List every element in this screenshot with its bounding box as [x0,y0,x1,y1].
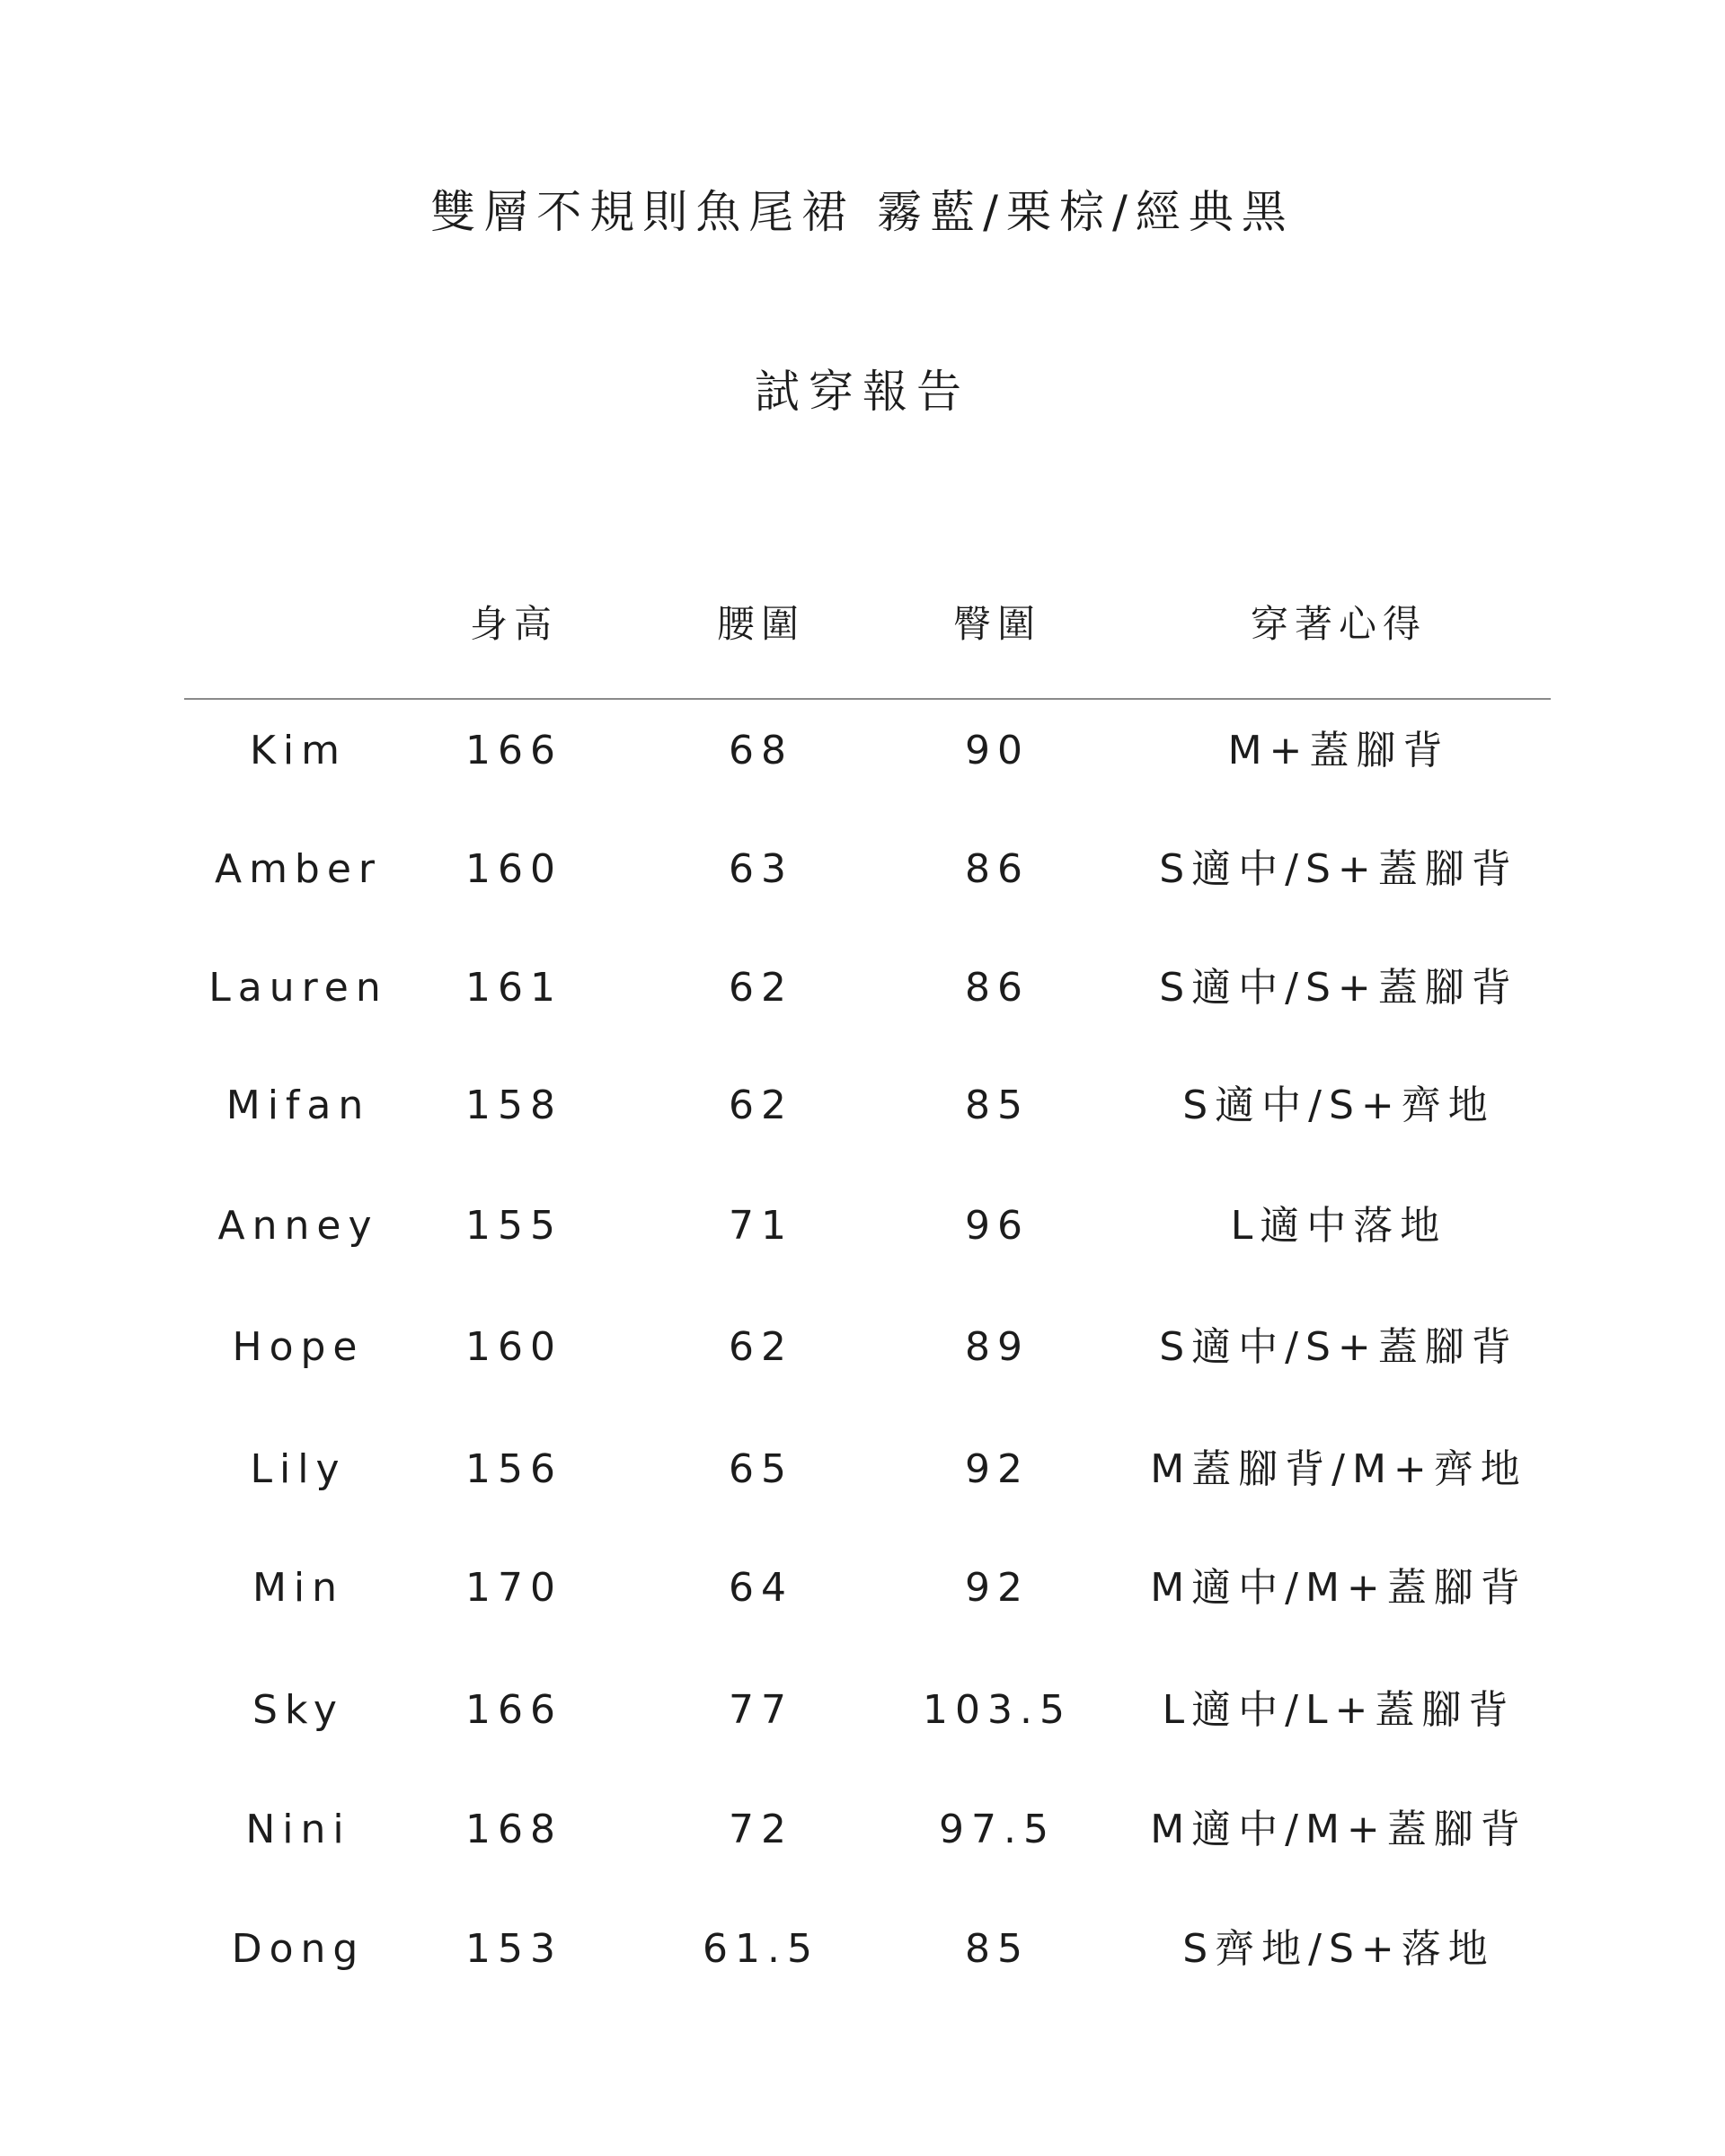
page-title: 雙層不規則魚尾裙 霧藍/栗棕/經典黑 [430,186,1295,238]
page-subtitle: 試穿報告 [755,366,970,418]
header-divider [184,698,1551,700]
